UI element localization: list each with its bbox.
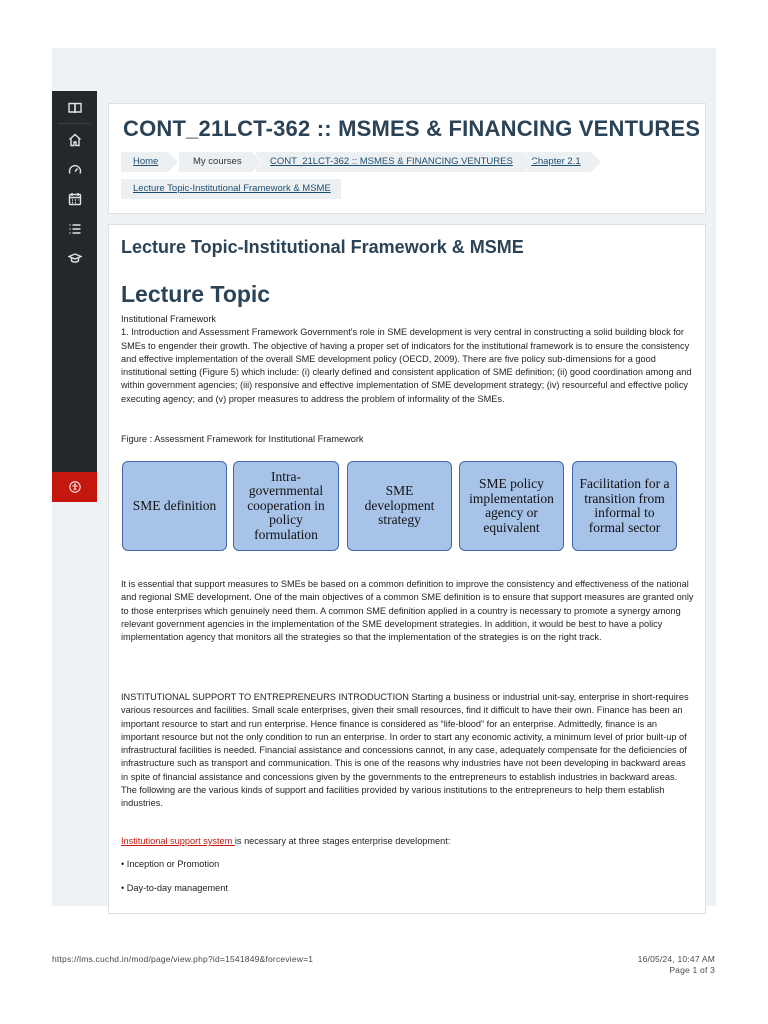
figure-caption: Figure : Assessment Framework for Institutional Framework bbox=[121, 434, 364, 444]
activity-title: Lecture Topic-Institutional Framework & MSME bbox=[121, 237, 524, 257]
breadcrumb-page[interactable] bbox=[121, 179, 341, 199]
page-content bbox=[108, 224, 706, 914]
list-icon[interactable] bbox=[52, 216, 97, 242]
figure-box-3: SME development strategy bbox=[347, 461, 452, 551]
course-title: CONT_21LCT-362 :: MSMES & FINANCING VENTURES bbox=[123, 116, 701, 141]
breadcrumb-home[interactable] bbox=[121, 152, 168, 172]
paragraph-intro: 1. Introduction and Assessment Framework Government's role in SME development is very central in constructing a solid building block for SMEs to engender their growth. The objective of having a proper set of indicators for the institutional framework is to ensure the consistency and effective implementation of the overall SME development policy (OECD, 2009). There are five policy sub-dimensions for a good institutional setting (Figure 5) which include: (i) clearly defined and consistent application of SME definition; (ii) good coordination among and within government agencies; (iii) responsive and effective implementation of SME development strategy; (iv) resourceful and effective policy executing agency; and (v) proper measures to address the problem of informality of the SMEs. bbox=[121, 327, 692, 404]
figure-box-4: SME policy implementation agency or equivalent bbox=[459, 461, 564, 551]
page-header bbox=[108, 103, 706, 214]
book-icon[interactable] bbox=[52, 95, 97, 121]
figure-box-5: Facilitation for a transition from informal to formal sector bbox=[572, 461, 677, 551]
breadcrumb-my-courses-label: My courses bbox=[193, 156, 242, 167]
bullet-management: • Day-to-day management bbox=[121, 883, 228, 893]
intro-section bbox=[121, 313, 695, 406]
accessibility-icon bbox=[69, 481, 81, 493]
footer-meta bbox=[638, 954, 715, 976]
breadcrumb-chapter-link[interactable]: Chapter 2.1 bbox=[531, 156, 581, 167]
footer-url: https://lms.cuchd.in/mod/page/view.php?id=1541849&forceview=1 bbox=[52, 954, 314, 964]
paragraph-definition: It is essential that support measures to SMEs be based on a common definition to improve the consistency and effectiveness of the national and regional SME development. One of the main objectives of a common SME definition is to ensure that support measures are granted only to those enterprises which genuinely need them. A common SME definition applied in a country is necessary to promote a synergy among relevant government agencies in the implementation of the SME development strategies. In addition, it would be best to have a policy implementation agency that monitors all the strategies so that the implementation of the strategies is on the right track. bbox=[121, 579, 694, 643]
support-system-link[interactable]: Institutional support system bbox=[121, 836, 235, 846]
breadcrumb-course[interactable] bbox=[256, 152, 523, 172]
footer-page-number: Page 1 of 3 bbox=[669, 965, 715, 975]
footer-datetime: 16/05/24, 10:47 AM bbox=[637, 954, 715, 964]
accessibility-button[interactable] bbox=[52, 472, 97, 502]
breadcrumb-page-link[interactable]: Lecture Topic-Institutional Framework & MSME bbox=[133, 183, 331, 194]
home-icon[interactable] bbox=[52, 127, 97, 153]
calendar-icon[interactable] bbox=[52, 186, 97, 212]
breadcrumb-course-link[interactable]: CONT_21LCT-362 :: MSMES & FINANCING VENTURES bbox=[270, 156, 513, 167]
bullet-inception: • Inception or Promotion bbox=[121, 859, 220, 869]
lecture-heading: Lecture Topic bbox=[121, 281, 271, 307]
support-system-line bbox=[121, 835, 695, 848]
breadcrumb-home-link[interactable]: Home bbox=[133, 156, 159, 167]
paragraph-institutional-support: INSTITUTIONAL SUPPORT TO ENTREPRENEURS INTRODUCTION Starting a business or industrial unit-say, enterprise in short-requires various resources and facilities. Small scale enterprises, given their small resources, find it difficult to have their own. Finance has been an important resource to start and run enterprise. Hence finance is considered as “life-blood” for an enterprise. Admittedly, finance is an important resource but not the only condition to run an enterprise. In order to start any economic activity, a minimum level of prior built-up of infrastructural facilities is needed. Financial assistance and concessions cannot, in any case, adequately compensate for the deficiencies of infrastructure such as transport and communication. This is one of the reasons why industries have not been developing in backward areas in spite of financial assistance and concessions given by the governments to the entrepreneurs to establish industries in backward areas. The following are the various kinds of support and facilities provided by various institutions to the entrepreneurs to help them establish industries. bbox=[121, 692, 689, 809]
support-system-text: is necessary at three stages enterprise development: bbox=[234, 836, 451, 846]
dashboard-icon[interactable] bbox=[52, 157, 97, 183]
sidebar-drawer bbox=[52, 91, 97, 502]
figure-box-1: SME definition bbox=[122, 461, 227, 551]
graduation-cap-icon[interactable] bbox=[52, 245, 97, 271]
sidebar-divider bbox=[58, 123, 91, 124]
subheading: Institutional Framework bbox=[121, 314, 216, 324]
figure-box-2: Intra-governmental cooperation in policy formulation bbox=[233, 461, 339, 551]
breadcrumb-my-courses bbox=[179, 152, 252, 172]
